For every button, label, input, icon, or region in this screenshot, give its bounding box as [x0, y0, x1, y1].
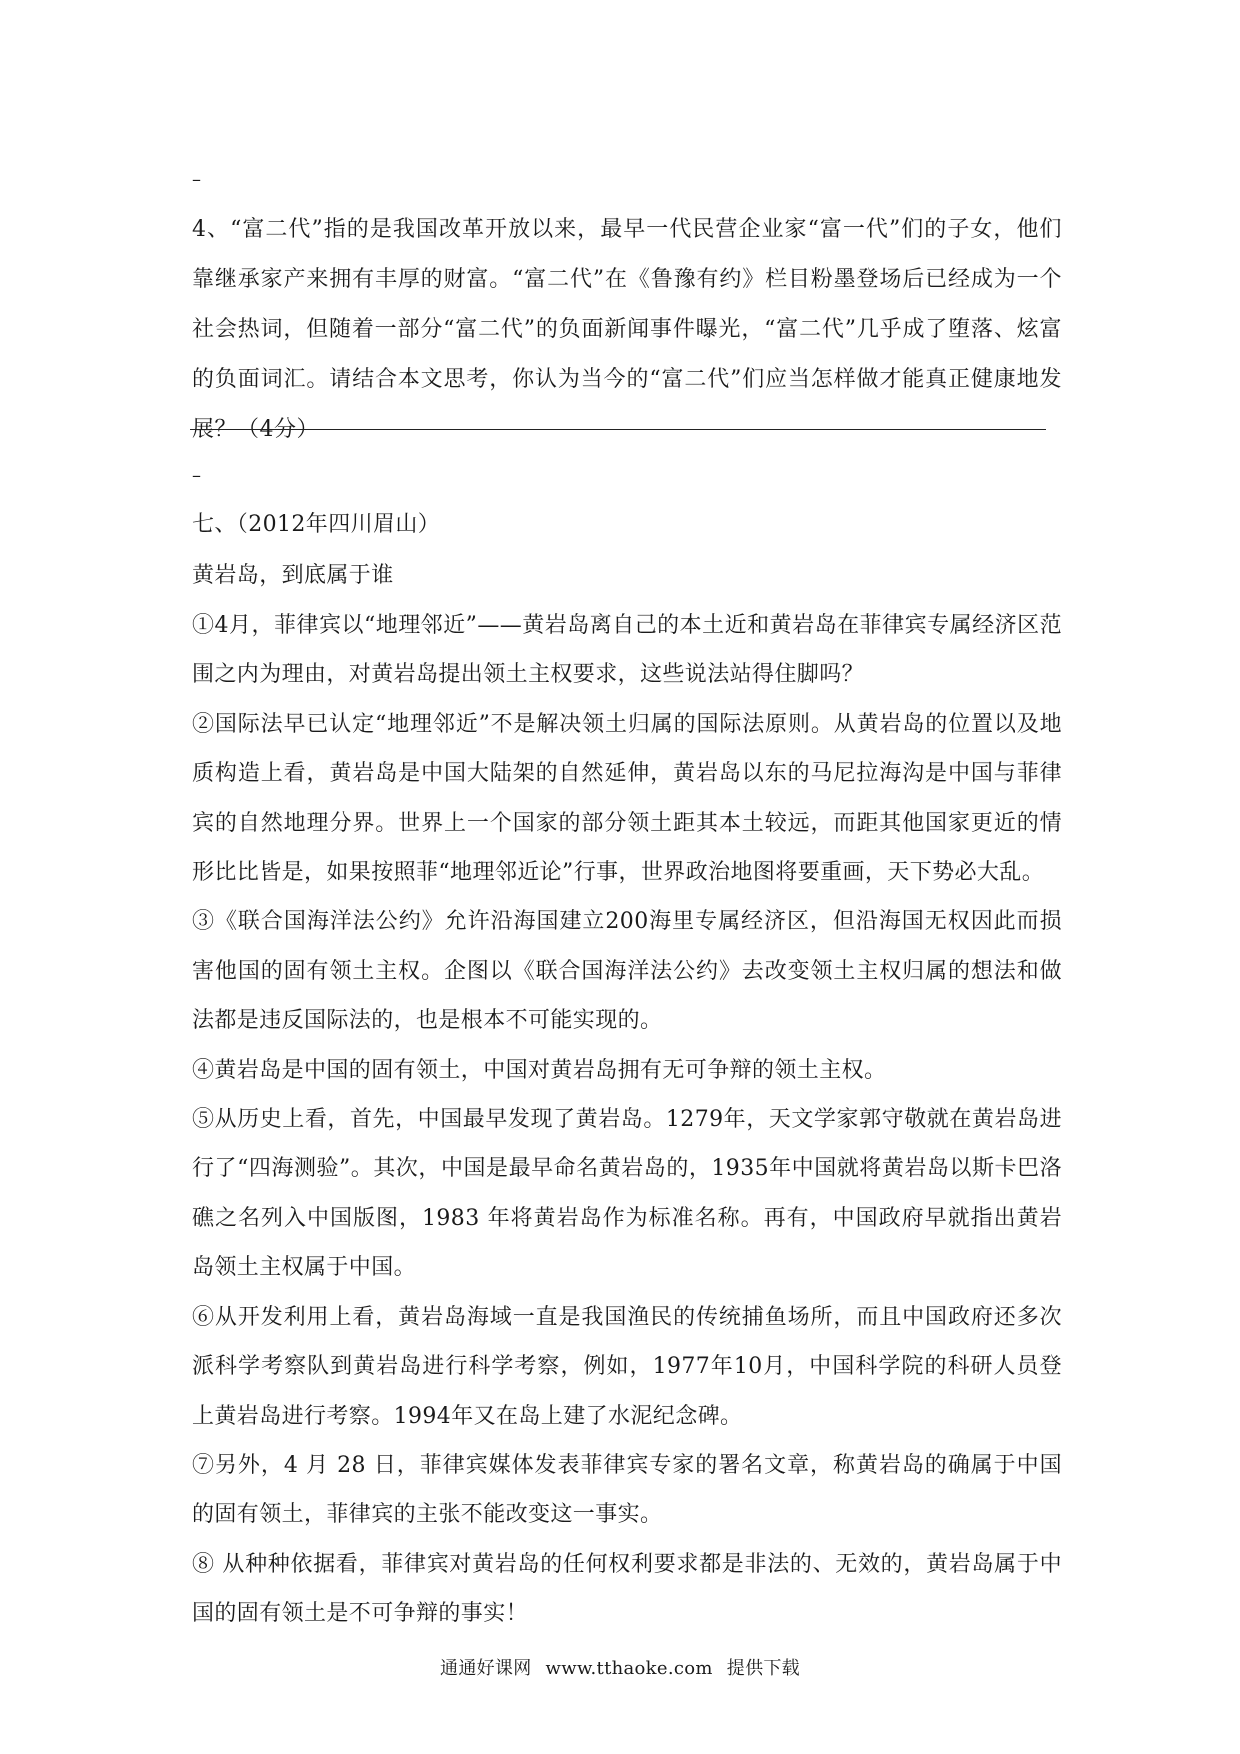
paragraph-7: ⑦另外，4 月 28 日，菲律宾媒体发表菲律宾专家的署名文章，称黄岩岛的确属于中国的固有领土，菲律宾的主张不能改变这一事实。	[192, 1452, 1062, 1528]
page-footer	[0, 1657, 1240, 1681]
paragraph-2: ②国际法早已认定“地理邻近”不是解决领土归属的国际法原则。从黄岩岛的位置以及地质构造上看，黄岩岛是中国大陆架的自然延伸，黄岩岛以东的马尼拉海沟是中国与菲律宾的自然地理分界。世界上一个国家的部分领土距其本土较远，而距其他国家更近的情形比比皆是，如果按照菲“地理邻近论”行事，世界政治地图将要重画，天下势必大乱。	[192, 711, 1062, 886]
paragraph-5: ⑤从历史上看，首先，中国最早发现了黄岩岛。1279年，天文学家郭守敬就在黄岩岛进行了“四海测验”。其次，中国是最早命名黄岩岛的，1935年中国就将黄岩岛以斯卡巴洛礁之名列入中国版图，1983 年将黄岩岛作为标准名称。再有，中国政府早就指出黄岩岛领土主权属于中国。	[192, 1107, 1062, 1281]
answer-dash: –	[192, 465, 201, 486]
footer-url[interactable]: www.tthaoke.com	[545, 1658, 713, 1679]
answer-blank-line	[190, 429, 1046, 430]
question-4: 4、“富二代”指的是我国改革开放以来，最早一代民营企业家“富一代”们的子女，他们靠继承家产来拥有丰厚的财富。“富二代”在《鲁豫有约》栏目粉墨登场后已经成为一个社会热词，但随着一部分“富二代”的负面新闻事件曝光，“富二代”几乎成了堕落、炫富的负面词汇。请结合本文思考，你认为当今的“富二代”们应当怎样做才能真正健康地发展？（4分）	[192, 217, 1062, 442]
section-heading: 七、（2012年四川眉山）	[192, 512, 441, 537]
article-title: 黄岩岛，到底属于谁	[192, 563, 394, 588]
section-seven	[192, 500, 1062, 1639]
paragraph-8: ⑧ 从种种依据看，菲律宾对黄岩岛的任何权利要求都是非法的、无效的，黄岩岛属于中国的固有领土是不可争辩的事实！	[192, 1551, 1062, 1627]
footer-note: 提供下载	[726, 1658, 800, 1679]
paragraph-3: ③《联合国海洋法公约》允许沿海国建立200海里专属经济区，但沿海国无权因此而损害他国的固有领土主权。企图以《联合国海洋法公约》去改变领土主权归属的想法和做法都是违反国际法的，也是根本不可能实现的。	[192, 909, 1062, 1034]
footer-site-name: 通通好课网	[440, 1658, 532, 1679]
paragraph-4: ④黄岩岛是中国的固有领土，中国对黄岩岛拥有无可争辩的领土主权。	[192, 1057, 887, 1083]
paragraph-6: ⑥从开发利用上看，黄岩岛海域一直是我国渔民的传统捕鱼场所，而且中国政府还多次派科学考察队到黄岩岛进行科学考察，例如，1977年10月，中国科学院的科研人员登上黄岩岛进行考察。1994年又在岛上建了水泥纪念碑。	[192, 1304, 1062, 1429]
paragraph-1: ①4月，菲律宾以“地理邻近”——黄岩岛离自己的本土近和黄岩岛在菲律宾专属经济区范围之内为理由，对黄岩岛提出领土主权要求，这些说法站得住脚吗？	[192, 613, 1062, 688]
top-dash: –	[192, 169, 201, 190]
